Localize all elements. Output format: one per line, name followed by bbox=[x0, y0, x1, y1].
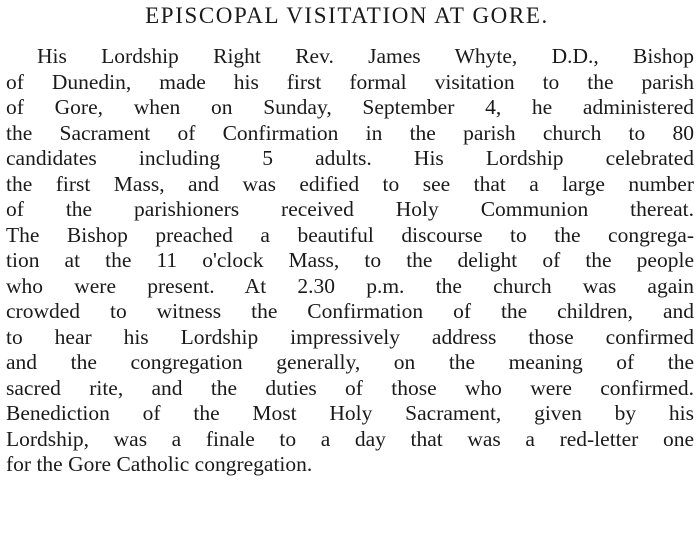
article-line: candidates including 5 adults. His Lordship celebrated bbox=[6, 146, 694, 170]
article-line: of the parishioners received Holy Communion thereat. bbox=[6, 197, 694, 221]
article-line: to hear his Lordship impressively address those confirmed bbox=[6, 324, 694, 349]
article-line: of Dunedin, made his first formal visitation to the parish bbox=[6, 69, 694, 94]
article-line: Benediction of the Most Holy Sacrament, given by his bbox=[6, 401, 694, 425]
article-line: Lordship, was a finale to a day that was a red-letter one bbox=[6, 426, 694, 451]
article-line: and the congregation generally, on the meaning of the bbox=[6, 350, 694, 374]
article-headline: EPISCOPAL VISITATION AT GORE. bbox=[145, 3, 549, 28]
article-line: His Lordship Right Rev. James Whyte, D.D., Bishop bbox=[37, 44, 694, 68]
article-line: The Bishop preached a beautiful discourse to the congrega- bbox=[6, 222, 694, 247]
article-line: tion at the 11 o'clock Mass, to the delight of the people bbox=[6, 248, 694, 272]
article-line: of Gore, when on Sunday, September 4, he administered bbox=[6, 95, 694, 119]
article-line: who were present. At 2.30 p.m. the church was again bbox=[6, 273, 694, 298]
article-line: the Sacrament of Confirmation in the parish church to 80 bbox=[6, 120, 694, 145]
article-line: the first Mass, and was edified to see that a large number bbox=[6, 171, 694, 196]
article-line: sacred rite, and the duties of those who were confirmed. bbox=[6, 375, 694, 400]
article-line: for the Gore Catholic congregation. bbox=[6, 452, 313, 476]
article-line: crowded to witness the Confirmation of the children, and bbox=[6, 299, 694, 323]
article-body bbox=[6, 44, 694, 478]
